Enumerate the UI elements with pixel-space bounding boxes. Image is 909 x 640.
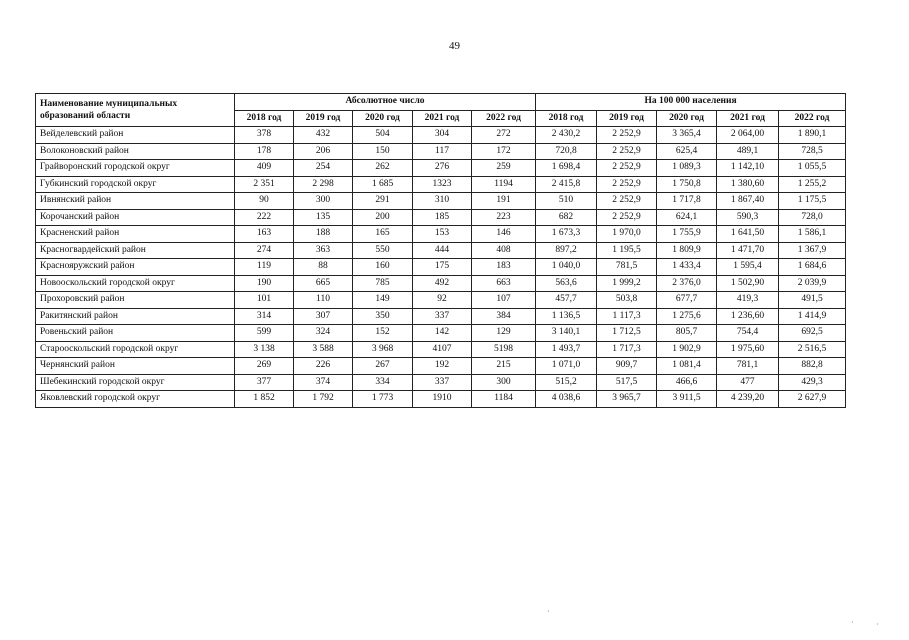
absolute-value-cell: 334 bbox=[353, 374, 413, 391]
absolute-value-cell: 3 968 bbox=[353, 341, 413, 358]
per100k-value-cell: 457,7 bbox=[536, 292, 597, 309]
absolute-value-cell: 1194 bbox=[472, 176, 536, 193]
year-header-absolute: 2022 год bbox=[472, 110, 536, 127]
per100k-value-cell: 1 089,3 bbox=[657, 160, 717, 177]
per100k-value-cell: 489,1 bbox=[717, 143, 779, 160]
per100k-value-cell: 491,5 bbox=[779, 292, 846, 309]
page-number: 49 bbox=[449, 40, 460, 52]
table-row bbox=[36, 292, 846, 309]
absolute-value-cell: 378 bbox=[235, 127, 294, 144]
per100k-value-cell: 477 bbox=[717, 374, 779, 391]
municipality-name: Ровеньский район bbox=[36, 325, 235, 342]
per100k-value-cell: 1 040,0 bbox=[536, 259, 597, 276]
absolute-value-cell: 3 138 bbox=[235, 341, 294, 358]
per100k-value-cell: 1 275,6 bbox=[657, 308, 717, 325]
per100k-value-cell: 1 433,4 bbox=[657, 259, 717, 276]
per100k-value-cell: 1 641,50 bbox=[717, 226, 779, 243]
per100k-value-cell: 429,3 bbox=[779, 374, 846, 391]
absolute-value-cell: 269 bbox=[235, 358, 294, 375]
absolute-value-cell: 119 bbox=[235, 259, 294, 276]
table-row bbox=[36, 259, 846, 276]
table-head bbox=[36, 94, 846, 127]
absolute-value-cell: 5198 bbox=[472, 341, 536, 358]
absolute-value-cell: 300 bbox=[472, 374, 536, 391]
municipality-name: Губкинский городской округ bbox=[36, 176, 235, 193]
absolute-value-cell: 206 bbox=[294, 143, 353, 160]
absolute-value-cell: 163 bbox=[235, 226, 294, 243]
per100k-value-cell: 1 595,4 bbox=[717, 259, 779, 276]
per100k-value-cell: 624,1 bbox=[657, 209, 717, 226]
municipality-name: Вейделевский район bbox=[36, 127, 235, 144]
per100k-value-cell: 510 bbox=[536, 193, 597, 210]
absolute-value-cell: 88 bbox=[294, 259, 353, 276]
table-row bbox=[36, 193, 846, 210]
absolute-value-cell: 142 bbox=[413, 325, 472, 342]
scan-speck: · bbox=[547, 607, 550, 616]
absolute-value-cell: 92 bbox=[413, 292, 472, 309]
per100k-value-cell: 1 195,5 bbox=[597, 242, 657, 259]
absolute-value-cell: 188 bbox=[294, 226, 353, 243]
absolute-value-cell: 2 351 bbox=[235, 176, 294, 193]
absolute-value-cell: 785 bbox=[353, 275, 413, 292]
absolute-value-cell: 254 bbox=[294, 160, 353, 177]
per100k-value-cell: 882,8 bbox=[779, 358, 846, 375]
absolute-value-cell: 310 bbox=[413, 193, 472, 210]
per100k-value-cell: 1 717,8 bbox=[657, 193, 717, 210]
table-row bbox=[36, 226, 846, 243]
per100k-value-cell: 3 965,7 bbox=[597, 391, 657, 408]
per100k-value-cell: 1 902,9 bbox=[657, 341, 717, 358]
municipality-name: Красненский район bbox=[36, 226, 235, 243]
absolute-value-cell: 267 bbox=[353, 358, 413, 375]
per100k-group-header: На 100 000 населения bbox=[536, 94, 846, 111]
table-row bbox=[36, 160, 846, 177]
per100k-value-cell: 720,8 bbox=[536, 143, 597, 160]
table-row bbox=[36, 358, 846, 375]
per100k-value-cell: 1 136,5 bbox=[536, 308, 597, 325]
per100k-value-cell: 2 039,9 bbox=[779, 275, 846, 292]
absolute-value-cell: 172 bbox=[472, 143, 536, 160]
absolute-value-cell: 178 bbox=[235, 143, 294, 160]
absolute-value-cell: 432 bbox=[294, 127, 353, 144]
municipality-name: Волоконовский район bbox=[36, 143, 235, 160]
absolute-value-cell: 90 bbox=[235, 193, 294, 210]
absolute-value-cell: 185 bbox=[413, 209, 472, 226]
per100k-value-cell: 2 252,9 bbox=[597, 193, 657, 210]
per100k-value-cell: 1 175,5 bbox=[779, 193, 846, 210]
per100k-value-cell: 3 140,1 bbox=[536, 325, 597, 342]
absolute-value-cell: 152 bbox=[353, 325, 413, 342]
table-row bbox=[36, 143, 846, 160]
absolute-value-cell: 107 bbox=[472, 292, 536, 309]
per100k-value-cell: 466,6 bbox=[657, 374, 717, 391]
absolute-value-cell: 324 bbox=[294, 325, 353, 342]
table-row bbox=[36, 325, 846, 342]
per100k-value-cell: 1 755,9 bbox=[657, 226, 717, 243]
per100k-value-cell: 2 627,9 bbox=[779, 391, 846, 408]
per100k-value-cell: 1 081,4 bbox=[657, 358, 717, 375]
per100k-value-cell: 1 493,7 bbox=[536, 341, 597, 358]
per100k-value-cell: 897,2 bbox=[536, 242, 597, 259]
per100k-value-cell: 1 255,2 bbox=[779, 176, 846, 193]
per100k-value-cell: 3 911,5 bbox=[657, 391, 717, 408]
absolute-value-cell: 314 bbox=[235, 308, 294, 325]
absolute-value-cell: 337 bbox=[413, 374, 472, 391]
absolute-value-cell: 291 bbox=[353, 193, 413, 210]
absolute-value-cell: 1 852 bbox=[235, 391, 294, 408]
absolute-value-cell: 1 685 bbox=[353, 176, 413, 193]
per100k-value-cell: 2 376,0 bbox=[657, 275, 717, 292]
per100k-value-cell: 781,5 bbox=[597, 259, 657, 276]
absolute-value-cell: 222 bbox=[235, 209, 294, 226]
table-row bbox=[36, 275, 846, 292]
absolute-value-cell: 1184 bbox=[472, 391, 536, 408]
absolute-value-cell: 200 bbox=[353, 209, 413, 226]
absolute-value-cell: 160 bbox=[353, 259, 413, 276]
per100k-value-cell: 1 117,3 bbox=[597, 308, 657, 325]
absolute-value-cell: 307 bbox=[294, 308, 353, 325]
absolute-value-cell: 4107 bbox=[413, 341, 472, 358]
per100k-value-cell: 1 975,60 bbox=[717, 341, 779, 358]
year-header-per100k: 2021 год bbox=[717, 110, 779, 127]
municipality-name: Грайворонский городской округ bbox=[36, 160, 235, 177]
per100k-value-cell: 1 471,70 bbox=[717, 242, 779, 259]
table-row bbox=[36, 209, 846, 226]
municipality-name: Красногвардейский район bbox=[36, 242, 235, 259]
absolute-value-cell: 191 bbox=[472, 193, 536, 210]
absolute-value-cell: 504 bbox=[353, 127, 413, 144]
group-header-row bbox=[36, 94, 846, 111]
per100k-value-cell: 805,7 bbox=[657, 325, 717, 342]
absolute-value-cell: 377 bbox=[235, 374, 294, 391]
absolute-value-cell: 492 bbox=[413, 275, 472, 292]
absolute-value-cell: 146 bbox=[472, 226, 536, 243]
municipality-name: Старооскольский городской округ bbox=[36, 341, 235, 358]
per100k-value-cell: 682 bbox=[536, 209, 597, 226]
per100k-value-cell: 1 380,60 bbox=[717, 176, 779, 193]
absolute-value-cell: 117 bbox=[413, 143, 472, 160]
absolute-value-cell: 276 bbox=[413, 160, 472, 177]
per100k-value-cell: 1 999,2 bbox=[597, 275, 657, 292]
absolute-value-cell: 350 bbox=[353, 308, 413, 325]
per100k-value-cell: 503,8 bbox=[597, 292, 657, 309]
per100k-value-cell: 1 071,0 bbox=[536, 358, 597, 375]
absolute-value-cell: 262 bbox=[353, 160, 413, 177]
per100k-value-cell: 1 867,40 bbox=[717, 193, 779, 210]
municipality-name: Краснояружский район bbox=[36, 259, 235, 276]
absolute-group-header: Абсолютное число bbox=[235, 94, 536, 111]
per100k-value-cell: 1 367,9 bbox=[779, 242, 846, 259]
per100k-value-cell: 2 252,9 bbox=[597, 127, 657, 144]
absolute-value-cell: 665 bbox=[294, 275, 353, 292]
absolute-value-cell: 300 bbox=[294, 193, 353, 210]
absolute-value-cell: 150 bbox=[353, 143, 413, 160]
absolute-value-cell: 274 bbox=[235, 242, 294, 259]
absolute-value-cell: 550 bbox=[353, 242, 413, 259]
absolute-value-cell: 599 bbox=[235, 325, 294, 342]
per100k-value-cell: 1 414,9 bbox=[779, 308, 846, 325]
scan-speck: · bbox=[876, 620, 879, 629]
per100k-value-cell: 1 698,4 bbox=[536, 160, 597, 177]
per100k-value-cell: 1 502,90 bbox=[717, 275, 779, 292]
per100k-value-cell: 625,4 bbox=[657, 143, 717, 160]
per100k-value-cell: 1 142,10 bbox=[717, 160, 779, 177]
per100k-value-cell: 1 890,1 bbox=[779, 127, 846, 144]
per100k-value-cell: 909,7 bbox=[597, 358, 657, 375]
table-row bbox=[36, 374, 846, 391]
municipality-name: Корочанский район bbox=[36, 209, 235, 226]
per100k-value-cell: 515,2 bbox=[536, 374, 597, 391]
absolute-value-cell: 408 bbox=[472, 242, 536, 259]
absolute-value-cell: 135 bbox=[294, 209, 353, 226]
per100k-value-cell: 677,7 bbox=[657, 292, 717, 309]
per100k-value-cell: 728,5 bbox=[779, 143, 846, 160]
table-row bbox=[36, 341, 846, 358]
year-header-per100k: 2020 год bbox=[657, 110, 717, 127]
per100k-value-cell: 1 717,3 bbox=[597, 341, 657, 358]
year-header-absolute: 2019 год bbox=[294, 110, 353, 127]
per100k-value-cell: 781,1 bbox=[717, 358, 779, 375]
per100k-value-cell: 2 252,9 bbox=[597, 176, 657, 193]
absolute-value-cell: 223 bbox=[472, 209, 536, 226]
table-row bbox=[36, 308, 846, 325]
absolute-value-cell: 1910 bbox=[413, 391, 472, 408]
absolute-value-cell: 259 bbox=[472, 160, 536, 177]
absolute-value-cell: 1 792 bbox=[294, 391, 353, 408]
absolute-value-cell: 384 bbox=[472, 308, 536, 325]
table-row bbox=[36, 127, 846, 144]
absolute-value-cell: 190 bbox=[235, 275, 294, 292]
per100k-value-cell: 1 673,3 bbox=[536, 226, 597, 243]
per100k-value-cell: 3 365,4 bbox=[657, 127, 717, 144]
absolute-value-cell: 129 bbox=[472, 325, 536, 342]
per100k-value-cell: 1 055,5 bbox=[779, 160, 846, 177]
per100k-value-cell: 1 712,5 bbox=[597, 325, 657, 342]
absolute-value-cell: 149 bbox=[353, 292, 413, 309]
year-header-absolute: 2020 год bbox=[353, 110, 413, 127]
absolute-value-cell: 304 bbox=[413, 127, 472, 144]
year-header-per100k: 2018 год bbox=[536, 110, 597, 127]
per100k-value-cell: 563,6 bbox=[536, 275, 597, 292]
absolute-value-cell: 1 773 bbox=[353, 391, 413, 408]
municipality-name: Новооскольский городской округ bbox=[36, 275, 235, 292]
per100k-value-cell: 419,3 bbox=[717, 292, 779, 309]
absolute-value-cell: 374 bbox=[294, 374, 353, 391]
absolute-value-cell: 175 bbox=[413, 259, 472, 276]
per100k-value-cell: 728,0 bbox=[779, 209, 846, 226]
municipality-name: Яковлевский городской округ bbox=[36, 391, 235, 408]
municipality-name: Шебекинский городской округ bbox=[36, 374, 235, 391]
per100k-value-cell: 4 239,20 bbox=[717, 391, 779, 408]
absolute-value-cell: 165 bbox=[353, 226, 413, 243]
per100k-value-cell: 2 516,5 bbox=[779, 341, 846, 358]
per100k-value-cell: 1 236,60 bbox=[717, 308, 779, 325]
absolute-value-cell: 183 bbox=[472, 259, 536, 276]
absolute-value-cell: 110 bbox=[294, 292, 353, 309]
absolute-value-cell: 2 298 bbox=[294, 176, 353, 193]
absolute-value-cell: 444 bbox=[413, 242, 472, 259]
per100k-value-cell: 1 750,8 bbox=[657, 176, 717, 193]
per100k-value-cell: 2 252,9 bbox=[597, 209, 657, 226]
absolute-value-cell: 226 bbox=[294, 358, 353, 375]
absolute-value-cell: 272 bbox=[472, 127, 536, 144]
absolute-value-cell: 153 bbox=[413, 226, 472, 243]
per100k-value-cell: 4 038,6 bbox=[536, 391, 597, 408]
per100k-value-cell: 2 064,00 bbox=[717, 127, 779, 144]
year-header-per100k: 2019 год bbox=[597, 110, 657, 127]
municipality-name: Ракитянский район bbox=[36, 308, 235, 325]
table-row bbox=[36, 391, 846, 408]
statistics-table bbox=[35, 93, 846, 408]
per100k-value-cell: 517,5 bbox=[597, 374, 657, 391]
municipality-name: Прохоровский район bbox=[36, 292, 235, 309]
per100k-value-cell: 1 809,9 bbox=[657, 242, 717, 259]
absolute-value-cell: 1323 bbox=[413, 176, 472, 193]
year-header-absolute: 2018 год bbox=[235, 110, 294, 127]
name-column-header: Наименование муниципальных образований области bbox=[36, 94, 235, 127]
absolute-value-cell: 663 bbox=[472, 275, 536, 292]
per100k-value-cell: 1 970,0 bbox=[597, 226, 657, 243]
municipality-name: Чернянский район bbox=[36, 358, 235, 375]
year-header-absolute: 2021 год bbox=[413, 110, 472, 127]
table-body bbox=[36, 127, 846, 408]
table-row bbox=[36, 242, 846, 259]
per100k-value-cell: 2 415,8 bbox=[536, 176, 597, 193]
year-header-per100k: 2022 год bbox=[779, 110, 846, 127]
absolute-value-cell: 337 bbox=[413, 308, 472, 325]
absolute-value-cell: 409 bbox=[235, 160, 294, 177]
per100k-value-cell: 2 252,9 bbox=[597, 143, 657, 160]
municipality-name: Ивнянский район bbox=[36, 193, 235, 210]
per100k-value-cell: 692,5 bbox=[779, 325, 846, 342]
per100k-value-cell: 590,3 bbox=[717, 209, 779, 226]
scan-speck: · bbox=[851, 618, 854, 627]
absolute-value-cell: 101 bbox=[235, 292, 294, 309]
per100k-value-cell: 1 586,1 bbox=[779, 226, 846, 243]
absolute-value-cell: 215 bbox=[472, 358, 536, 375]
per100k-value-cell: 2 252,9 bbox=[597, 160, 657, 177]
per100k-value-cell: 754,4 bbox=[717, 325, 779, 342]
absolute-value-cell: 192 bbox=[413, 358, 472, 375]
per100k-value-cell: 1 684,6 bbox=[779, 259, 846, 276]
absolute-value-cell: 3 588 bbox=[294, 341, 353, 358]
per100k-value-cell: 2 430,2 bbox=[536, 127, 597, 144]
table-row bbox=[36, 176, 846, 193]
absolute-value-cell: 363 bbox=[294, 242, 353, 259]
